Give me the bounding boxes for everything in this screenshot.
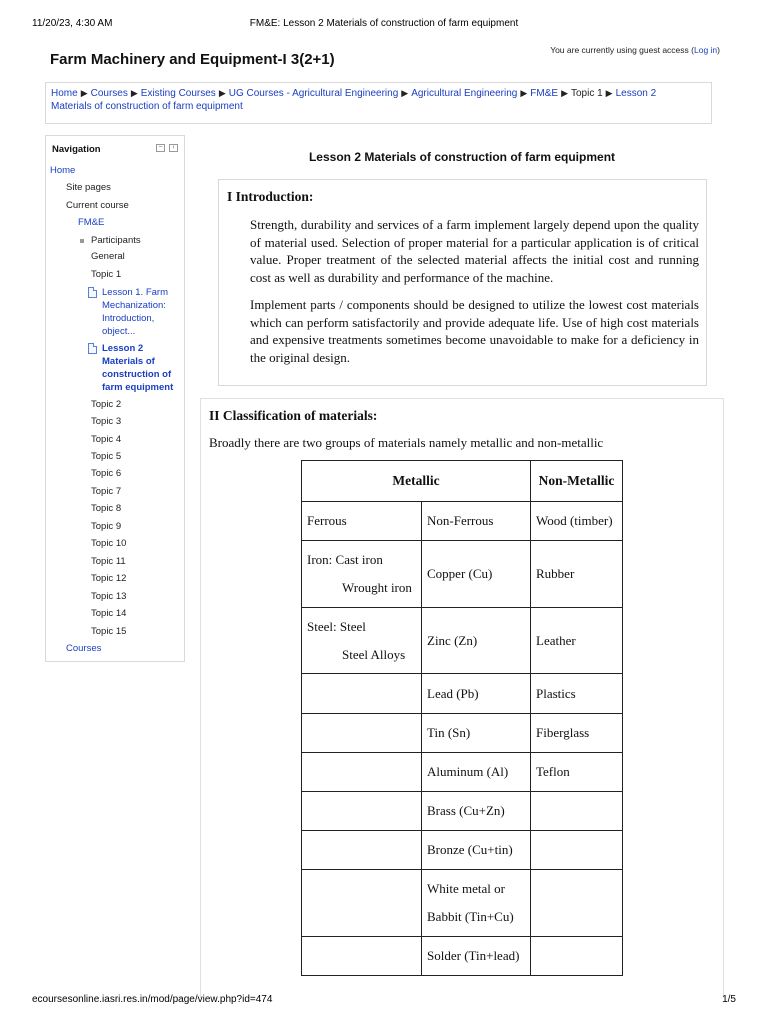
cell-wood: Wood (timber) xyxy=(531,502,623,541)
nav-home[interactable]: Home xyxy=(50,165,76,176)
dock-icon[interactable]: ‹ xyxy=(169,144,178,152)
nav-lesson-2[interactable] xyxy=(102,342,182,394)
nav-lesson-2-line: farm equipment xyxy=(102,382,174,393)
table-row xyxy=(302,714,623,753)
login-info xyxy=(550,45,720,55)
table-row xyxy=(302,502,623,541)
cell-tin: Tin (Sn) xyxy=(422,714,531,753)
breadcrumb-lesson2[interactable]: Lesson 2 xyxy=(615,88,657,99)
table-row xyxy=(302,937,623,976)
cell-fiberglass: Fiberglass xyxy=(531,714,623,753)
breadcrumb-fme[interactable]: FM&E xyxy=(530,88,559,99)
breadcrumb-home[interactable]: Home xyxy=(51,88,78,99)
bullet-icon xyxy=(80,239,84,243)
cell-leather: Leather xyxy=(531,608,623,674)
nav-lesson-1-line: Lesson 1. Farm xyxy=(102,287,168,298)
cell-empty xyxy=(302,831,422,870)
cell-rubber: Rubber xyxy=(531,541,623,608)
cell-aluminum: Aluminum (Al) xyxy=(422,753,531,792)
cell-empty xyxy=(302,870,422,937)
cell-brass: Brass (Cu+Zn) xyxy=(422,792,531,831)
cell-non-ferrous: Non-Ferrous xyxy=(422,502,531,541)
cell-white-metal xyxy=(422,870,531,937)
table-row xyxy=(302,541,623,608)
intro-paragraph-1: Strength, durability and services of a farm implement largely depend upon the quality of material used. Selection of proper material for a particular application is of critical value. Proper treatment of the selected material affects the initial cost and running cost as well as durability and performance of the machine. xyxy=(250,217,699,285)
nav-topic-8[interactable]: Topic 8 xyxy=(91,503,122,514)
nav-general[interactable]: General xyxy=(91,251,125,262)
cell-bronze: Bronze (Cu+tin) xyxy=(422,831,531,870)
page-icon xyxy=(88,287,97,298)
table-row xyxy=(302,792,623,831)
materials-table xyxy=(301,460,623,976)
print-title: FM&E: Lesson 2 Materials of construction of farm equipment xyxy=(249,18,519,29)
collapse-icon[interactable]: − xyxy=(156,144,165,152)
print-page-number: 1/5 xyxy=(722,994,736,1005)
intro-paragraph-2: Implement parts / components should be designed to utilize the lowest cost materials which can perform satisfactorily and provide adequate life. Use of high cost materials and expensive treatments sometimes become unavoidable to make for a deficiency in the original design. xyxy=(250,297,699,365)
cell-empty xyxy=(302,714,422,753)
cell-steel-line1: Steel: Steel xyxy=(307,618,366,634)
table-row xyxy=(302,461,623,502)
cell-empty xyxy=(531,792,623,831)
nav-topic-14[interactable]: Topic 14 xyxy=(91,608,127,619)
login-link[interactable]: Log in xyxy=(693,45,718,55)
breadcrumb-agricultural-engineering[interactable]: Agricultural Engineering xyxy=(411,88,518,99)
breadcrumb xyxy=(45,82,712,124)
cell-empty xyxy=(302,674,422,714)
nav-lesson-2-line: Materials of xyxy=(102,356,155,367)
nav-lesson-1-line: Introduction, xyxy=(102,313,155,324)
cell-iron-line1: Iron: Cast iron xyxy=(307,552,383,567)
breadcrumb-separator: ▶ xyxy=(401,88,409,98)
cell-iron xyxy=(302,541,422,608)
cell-teflon: Teflon xyxy=(531,753,623,792)
table-row xyxy=(302,870,623,937)
login-text: You are currently using guest access ( xyxy=(550,45,694,55)
nav-topic-5[interactable]: Topic 5 xyxy=(91,451,122,462)
cell-zinc: Zinc (Zn) xyxy=(422,608,531,674)
nav-site-pages[interactable]: Site pages xyxy=(66,182,111,193)
nav-topic-12[interactable]: Topic 12 xyxy=(91,573,127,584)
cell-steel xyxy=(302,608,422,674)
cell-white-metal-line1: White metal or xyxy=(427,881,505,896)
nav-topic-6[interactable]: Topic 6 xyxy=(91,468,122,479)
page-icon xyxy=(88,343,97,354)
breadcrumb-topic1: Topic 1 xyxy=(570,88,603,99)
login-close: ) xyxy=(717,45,720,55)
intro-heading: I Introduction: xyxy=(227,189,314,204)
cell-solder: Solder (Tin+lead) xyxy=(422,937,531,976)
table-row xyxy=(302,608,623,674)
cell-empty xyxy=(531,870,623,937)
nav-lesson-2-line: Lesson 2 xyxy=(102,343,144,354)
nav-lesson-1-line: object... xyxy=(102,326,136,337)
cell-copper: Copper (Cu) xyxy=(422,541,531,608)
cell-empty xyxy=(302,937,422,976)
breadcrumb-courses[interactable]: Courses xyxy=(90,88,128,99)
cell-white-metal-line2: Babbit (Tin+Cu) xyxy=(427,909,514,924)
navigation-block xyxy=(45,135,185,662)
cell-empty xyxy=(531,937,623,976)
nav-lesson-1[interactable] xyxy=(102,286,182,338)
nav-courses[interactable]: Courses xyxy=(66,643,102,654)
table-row xyxy=(302,674,623,714)
nav-topic-3[interactable]: Topic 3 xyxy=(91,416,122,427)
print-datetime: 11/20/23, 4:30 AM xyxy=(32,18,113,29)
nav-course-fme[interactable]: FM&E xyxy=(78,217,105,228)
table-row xyxy=(302,753,623,792)
nav-topic-7[interactable]: Topic 7 xyxy=(91,486,122,497)
cell-steel-line2: Steel Alloys xyxy=(342,646,406,662)
nav-lesson-2-line: construction of xyxy=(102,369,172,380)
introduction-section xyxy=(218,179,707,386)
breadcrumb-separator: ▶ xyxy=(80,88,88,98)
cell-lead: Lead (Pb) xyxy=(422,674,531,714)
nav-topic-11[interactable]: Topic 11 xyxy=(91,556,126,567)
nav-participants[interactable]: Participants xyxy=(91,235,141,246)
classification-text: Broadly there are two groups of materials namely metallic and non-metallic xyxy=(209,435,604,450)
breadcrumb-separator: ▶ xyxy=(130,88,138,98)
course-title: Farm Machinery and Equipment-I 3(2+1) xyxy=(50,51,335,68)
header-metallic: Metallic xyxy=(302,461,531,502)
nav-current-course[interactable]: Current course xyxy=(66,200,129,211)
nav-topic-9[interactable]: Topic 9 xyxy=(91,521,122,532)
cell-iron-line2: Wrought iron xyxy=(342,580,412,595)
lesson-title: Lesson 2 Materials of construction of farm equipment xyxy=(308,150,616,164)
print-url: ecoursesonline.iasri.res.in/mod/page/view.php?id=474 xyxy=(32,994,273,1005)
nav-topic-1[interactable]: Topic 1 xyxy=(91,269,122,280)
cell-empty xyxy=(302,792,422,831)
breadcrumb-existing-courses[interactable]: Existing Courses xyxy=(140,88,216,99)
nav-topic-2[interactable]: Topic 2 xyxy=(91,399,122,410)
cell-empty xyxy=(302,753,422,792)
cell-ferrous: Ferrous xyxy=(302,502,422,541)
nav-topic-15[interactable]: Topic 15 xyxy=(91,626,127,637)
navigation-title: Navigation xyxy=(52,144,101,155)
table-row xyxy=(302,831,623,870)
breadcrumb-separator: ▶ xyxy=(561,88,568,98)
breadcrumb-ug-courses[interactable]: UG Courses - Agricultural Engineering xyxy=(228,88,399,99)
nav-topic-4[interactable]: Topic 4 xyxy=(91,434,122,445)
breadcrumb-separator: ▶ xyxy=(605,88,613,98)
breadcrumb-separator: ▶ xyxy=(218,88,226,98)
breadcrumb-lesson2-title[interactable]: Materials of construction of farm equipment xyxy=(51,101,243,112)
nav-topic-13[interactable]: Topic 13 xyxy=(91,591,127,602)
cell-empty xyxy=(531,831,623,870)
cell-plastics: Plastics xyxy=(531,674,623,714)
breadcrumb-separator: ▶ xyxy=(520,88,528,98)
nav-topic-10[interactable]: Topic 10 xyxy=(91,538,127,549)
nav-lesson-1-line: Mechanization: xyxy=(102,300,166,311)
header-non-metallic: Non-Metallic xyxy=(531,461,623,502)
classification-heading: II Classification of materials: xyxy=(209,408,378,423)
